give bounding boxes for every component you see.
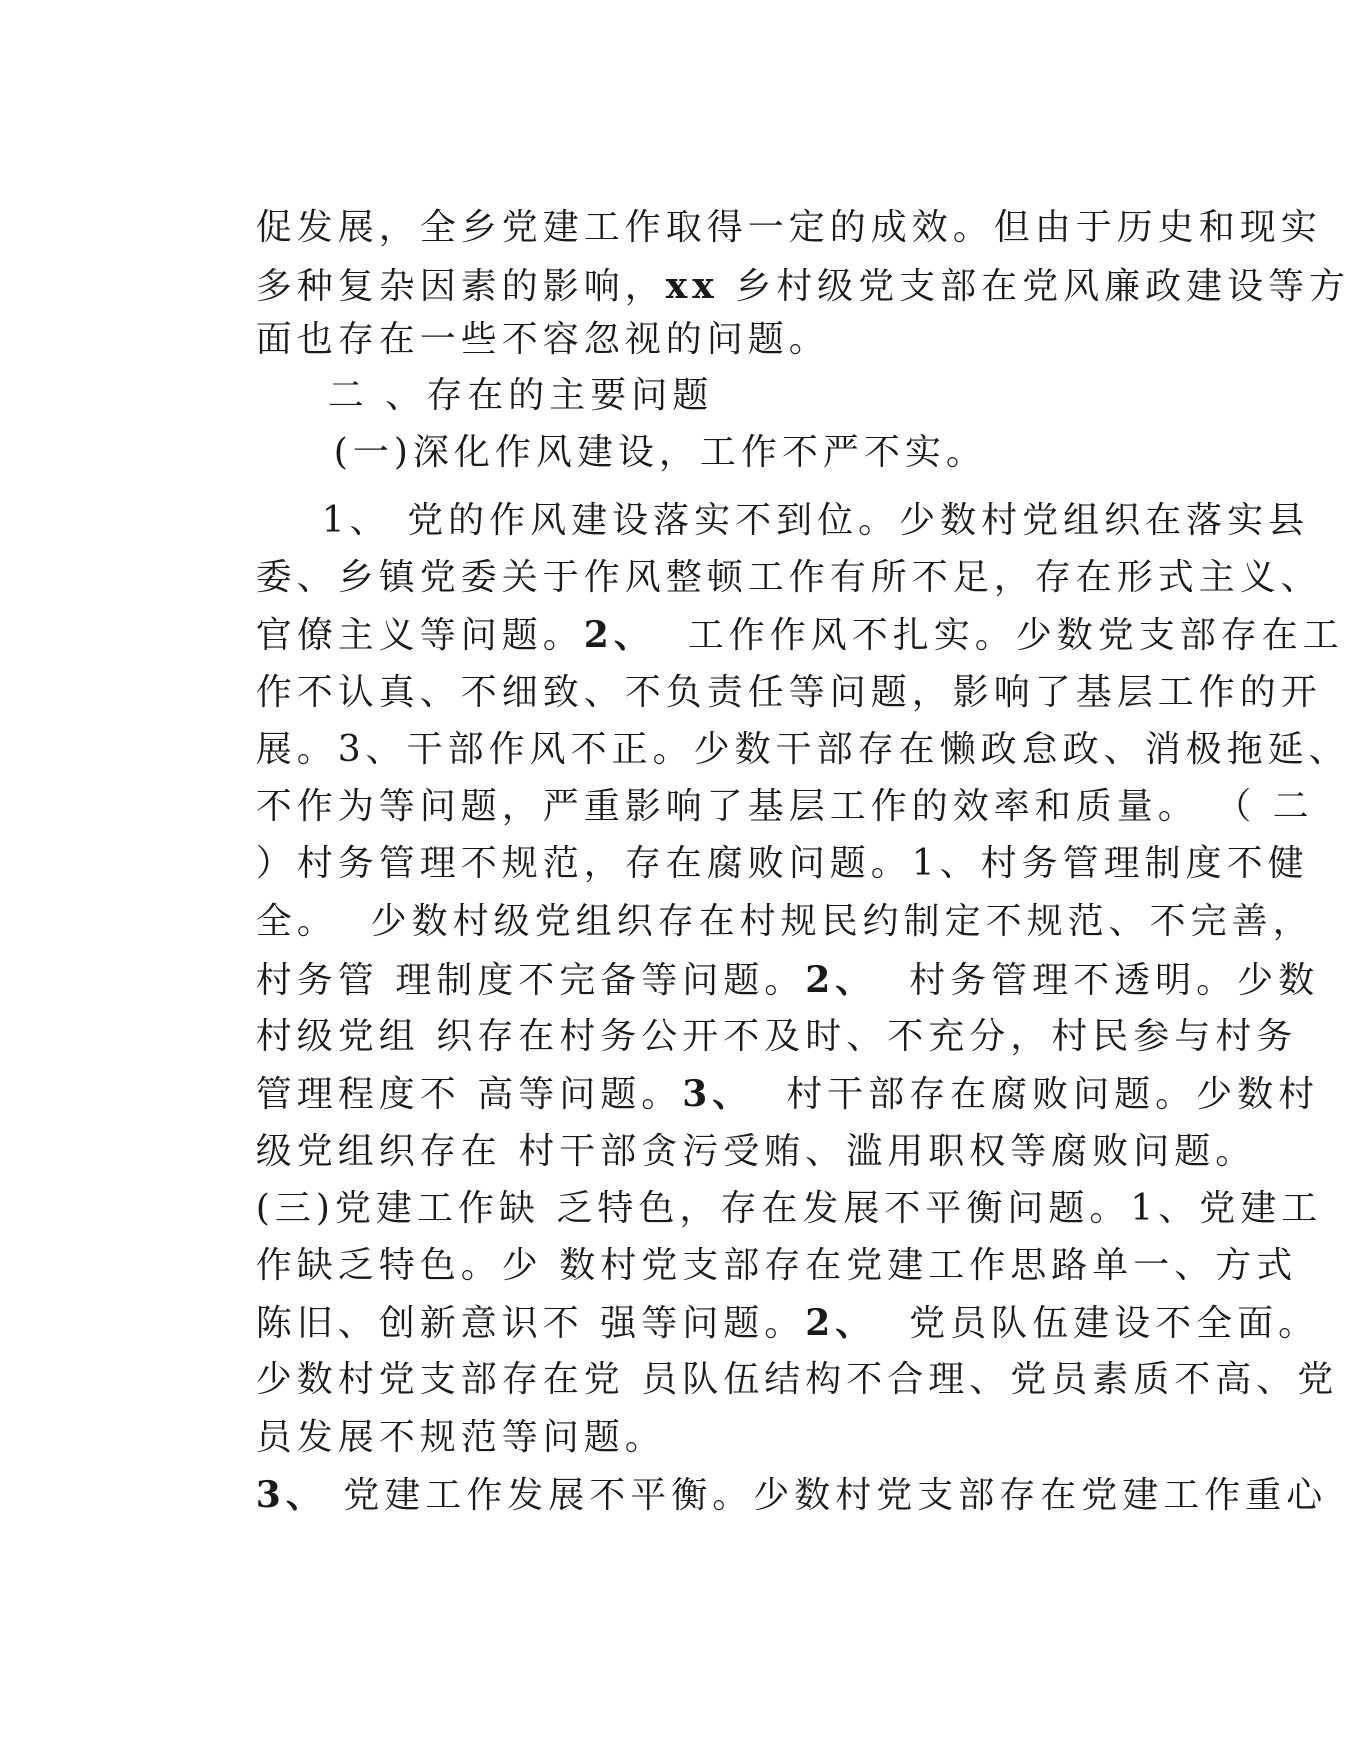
text-span: 管理程度不 高等问题。 (255, 1074, 683, 1115)
text-span: 不作为等问题，严重影响了基层工作的效率和质量。 （ 二 (255, 786, 1314, 827)
text-span: 党员队伍建设不全面。 (876, 1303, 1320, 1344)
text-span: 工作作风不扎实。少数党支部存在工 (654, 615, 1344, 656)
text-span-bold: 2、 (583, 614, 655, 656)
text-span: 促发展，全乡党建工作取得一定的成效。但由于历史和现实 (255, 207, 1322, 248)
text-span: 陈旧、创新意识不 强等问题。 (255, 1303, 806, 1344)
text-span: 展。3、干部作风不正。少数干部存在懒政怠政、消极拖延、 (255, 729, 1350, 770)
text-span: 村级党组 织存在村务公开不及时、不充分，村民参与村务 (255, 1016, 1298, 1057)
text-span: 作不认真、不细致、不负责任等问题，影响了基层工作的开 (255, 672, 1322, 713)
text-span: 级党组织存在 村干部贪污受贿、滥用职权等腐败问题。 (255, 1131, 1257, 1172)
text-span-bold: xx (665, 265, 719, 307)
text-span: ）村务管理不规范，存在腐败问题。1、村务管理制度不健 (255, 843, 1309, 884)
text-span: 党建工作发展不平衡。少数村党支部存在党建工作重心 (326, 1475, 1328, 1516)
text-span: 二 、存在的主要问题 (327, 375, 714, 416)
text-span-bold: 2、 (805, 1302, 877, 1344)
text-span: (一)深化作风建设，工作不严不实。 (333, 432, 987, 473)
text-span-bold: 2、 (805, 959, 877, 1001)
text-span-bold: 3、 (255, 1474, 327, 1516)
text-span: 多种复杂因素的影响， (255, 266, 666, 307)
text-span: 面也存在一些不容忽视的问题。 (255, 319, 830, 360)
text-span: 村务管理不透明。少数 (876, 960, 1320, 1001)
text-span: (三)党建工作缺 乏特色，存在发展不平衡问题。1、党建工 (255, 1188, 1323, 1229)
text-span: 村务管 理制度不完备等问题。 (255, 960, 806, 1001)
text-line (190, 1435, 1327, 1556)
text-span: 全。 少数村级党组织存在村规民约制定不规范、不完善， (255, 901, 1314, 942)
text-span: 乡村级党支部在党风廉政建设等方 (718, 266, 1350, 307)
text-span-bold: 3、 (682, 1073, 754, 1115)
text-span: 1、 党的作风建设落实不到位。少数村党组织在落实县 (321, 500, 1310, 541)
text-span: 少数村党支部存在党 员队伍结构不合理、党员素质不高、党 (255, 1359, 1339, 1400)
text-span: 委、乡镇党委关于作风整顿工作有所不足，存在形式主义、 (255, 557, 1322, 598)
text-span: 员发展不规范等问题。 (255, 1417, 666, 1458)
text-span: 村干部存在腐败问题。少数村 (753, 1074, 1320, 1115)
text-span: 作缺乏特色。少 数村党支部存在党建工作思路单一、方式 (255, 1245, 1298, 1286)
text-span: 官僚主义等问题。 (255, 615, 584, 656)
